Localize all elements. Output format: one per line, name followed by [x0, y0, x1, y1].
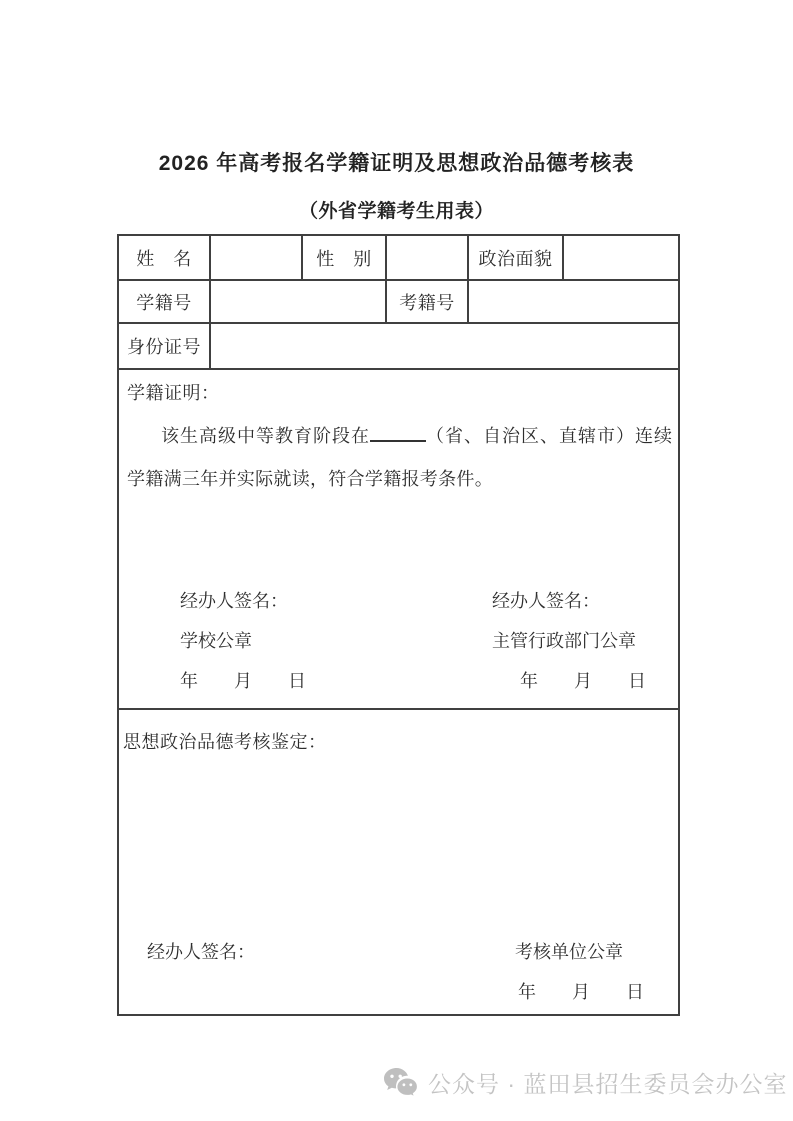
page-subtitle: （外省学籍考生用表）	[298, 201, 494, 222]
fill-in-blank-line	[370, 422, 426, 442]
certificate-body-line1	[127, 422, 673, 449]
page-title: 2026 年高考报名学籍证明及思想政治品德考核表	[158, 152, 635, 175]
student-registration-no-value-cell	[210, 280, 386, 323]
id-number-value-cell	[210, 323, 679, 369]
name-label-cell: 姓 名	[118, 235, 210, 280]
student-registration-no-label-cell: 学籍号	[118, 280, 210, 323]
table-row	[118, 323, 679, 369]
gender-label-cell: 性 别	[302, 235, 386, 280]
exam-registration-no-value-cell	[468, 280, 679, 323]
certificate-section-label: 学籍证明：	[127, 383, 220, 403]
table-row	[118, 369, 679, 709]
footer-watermark	[383, 1066, 787, 1099]
assessment-section-cell	[118, 709, 679, 1015]
school-signature-block	[180, 588, 492, 708]
school-seal-label: 学校公章	[180, 631, 252, 651]
table-row	[118, 280, 679, 323]
school-date-label: 年 月 日	[180, 671, 306, 691]
assessment-signature-area	[123, 939, 670, 965]
political-status-value-cell	[563, 235, 679, 280]
assessment-sign-label: 经办人签名：	[147, 942, 255, 962]
id-number-label-cell: 身份证号	[118, 323, 210, 369]
certificate-body-line2: 学籍满三年并实际就读，符合学籍报考条件。	[127, 469, 493, 489]
certificate-section-cell	[118, 369, 679, 709]
exam-registration-no-label-cell: 考籍号	[386, 280, 468, 323]
school-sign-label: 经办人签名：	[180, 591, 288, 611]
assessment-date-label: 年 月 日	[518, 982, 644, 1002]
table-row	[118, 709, 679, 1015]
certificate-text-after-blank: （省、自治区、直辖市）连续	[426, 426, 673, 446]
assessment-section-label: 思想政治品德考核鉴定：	[123, 732, 327, 752]
name-value-cell	[210, 235, 302, 280]
assessment-seal-label: 考核单位公章	[515, 942, 623, 962]
certificate-signature-area	[127, 588, 670, 708]
authority-signature-block	[492, 588, 646, 708]
political-status-label-cell: 政治面貌	[468, 235, 563, 280]
footer-account-text: 公众号 · 蓝田县招生委员会办公室	[428, 1071, 788, 1097]
registration-form-table	[117, 234, 680, 1016]
authority-sign-label: 经办人签名：	[492, 591, 600, 611]
authority-date-label: 年 月 日	[520, 671, 646, 691]
table-row	[118, 235, 679, 280]
gender-value-cell	[386, 235, 468, 280]
wechat-icon	[383, 1067, 419, 1098]
certificate-text-before-blank: 该生高级中等教育阶段在	[161, 426, 370, 446]
authority-seal-label: 主管行政部门公章	[492, 631, 636, 651]
